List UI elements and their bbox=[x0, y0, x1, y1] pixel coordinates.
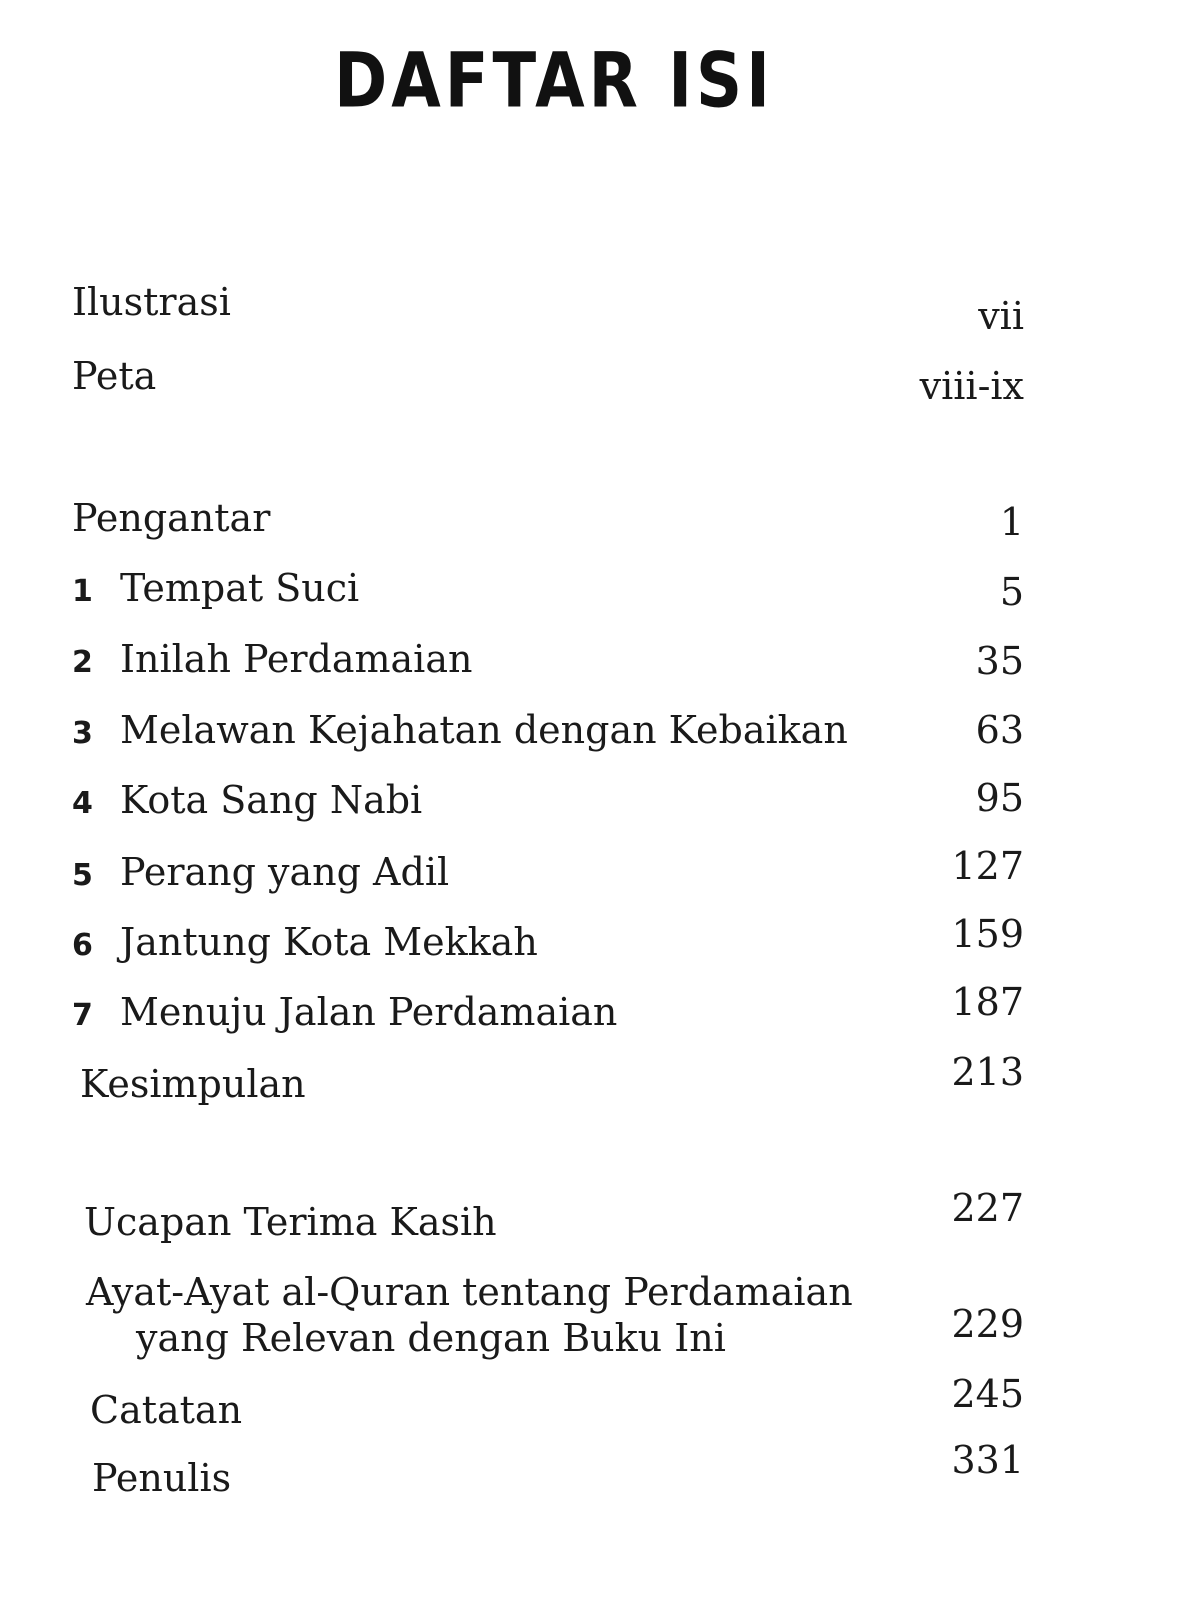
toc-entry-page: 63 bbox=[975, 708, 1024, 752]
toc-entry-page: 35 bbox=[975, 639, 1024, 683]
toc-entry-page: 227 bbox=[951, 1186, 1024, 1230]
toc-entry-page: 213 bbox=[951, 1050, 1024, 1094]
toc-entry-page: 1 bbox=[999, 500, 1024, 544]
toc-entry-label: Kesimpulan bbox=[80, 1062, 306, 1106]
toc-entry-peta[interactable] bbox=[0, 346, 1200, 406]
toc-entry-label: Inilah Perdamaian bbox=[120, 637, 473, 681]
toc-entry-label: Ilustrasi bbox=[72, 280, 231, 324]
chapter-number: 7 bbox=[72, 998, 93, 1033]
toc-entry-page: 187 bbox=[951, 980, 1024, 1024]
toc-entry-chapter-4[interactable] bbox=[0, 770, 1200, 830]
toc-entry-page: 159 bbox=[951, 912, 1024, 956]
toc-entry-ucapan[interactable] bbox=[0, 1186, 1200, 1252]
toc-entry-page: 95 bbox=[975, 776, 1024, 820]
toc-entry-kesimpulan[interactable] bbox=[0, 1050, 1200, 1114]
toc-entry-label: Perang yang Adil bbox=[120, 850, 450, 894]
chapter-number: 1 bbox=[72, 574, 93, 609]
toc-entry-penulis[interactable] bbox=[0, 1438, 1200, 1508]
toc-entry-ilustrasi[interactable] bbox=[0, 272, 1200, 338]
toc-entry-label: Penulis bbox=[92, 1456, 232, 1500]
toc-entry-label: Catatan bbox=[90, 1388, 243, 1432]
toc-entry-chapter-2[interactable] bbox=[0, 629, 1200, 689]
toc-entry-page: 5 bbox=[999, 570, 1024, 614]
toc-entry-page: viii-ix bbox=[919, 364, 1024, 408]
toc-entry-label: Tempat Suci bbox=[120, 566, 360, 610]
toc-entry-chapter-7[interactable] bbox=[0, 982, 1200, 1042]
toc-entry-chapter-6[interactable] bbox=[0, 912, 1200, 972]
toc-entry-label: Melawan Kejahatan dengan Kebaikan bbox=[120, 708, 848, 752]
toc-entry-chapter-1[interactable] bbox=[0, 558, 1200, 618]
chapter-number: 2 bbox=[72, 645, 93, 680]
page-title: DAFTAR ISI bbox=[334, 38, 774, 126]
toc-entry-label: Pengantar bbox=[72, 496, 271, 540]
toc-entry-label-line2: yang Relevan dengan Buku Ini bbox=[136, 1316, 726, 1360]
toc-entry-label: Ucapan Terima Kasih bbox=[84, 1200, 497, 1244]
toc-entry-label: Jantung Kota Mekkah bbox=[120, 920, 538, 964]
toc-entry-page: 245 bbox=[951, 1372, 1024, 1416]
chapter-number: 6 bbox=[72, 928, 93, 963]
toc-entry-chapter-5[interactable] bbox=[0, 842, 1200, 902]
toc-entry-pengantar[interactable] bbox=[0, 488, 1200, 548]
toc-entry-chapter-3[interactable] bbox=[0, 700, 1200, 760]
chapter-number: 5 bbox=[72, 858, 93, 893]
chapter-number: 4 bbox=[72, 786, 93, 821]
toc-entry-page: vii bbox=[978, 294, 1024, 338]
chapter-number: 3 bbox=[72, 716, 93, 751]
toc-entry-label: Menuju Jalan Perdamaian bbox=[120, 990, 618, 1034]
toc-entry-label: Kota Sang Nabi bbox=[120, 778, 423, 822]
toc-entry-page: 229 bbox=[951, 1302, 1024, 1346]
toc-entry-page: 127 bbox=[951, 844, 1024, 888]
toc-entry-label: Ayat-Ayat al-Quran tentang Perdamaian bbox=[86, 1270, 853, 1314]
toc-entry-page: 331 bbox=[951, 1438, 1024, 1482]
toc-entry-label: Peta bbox=[72, 354, 157, 398]
